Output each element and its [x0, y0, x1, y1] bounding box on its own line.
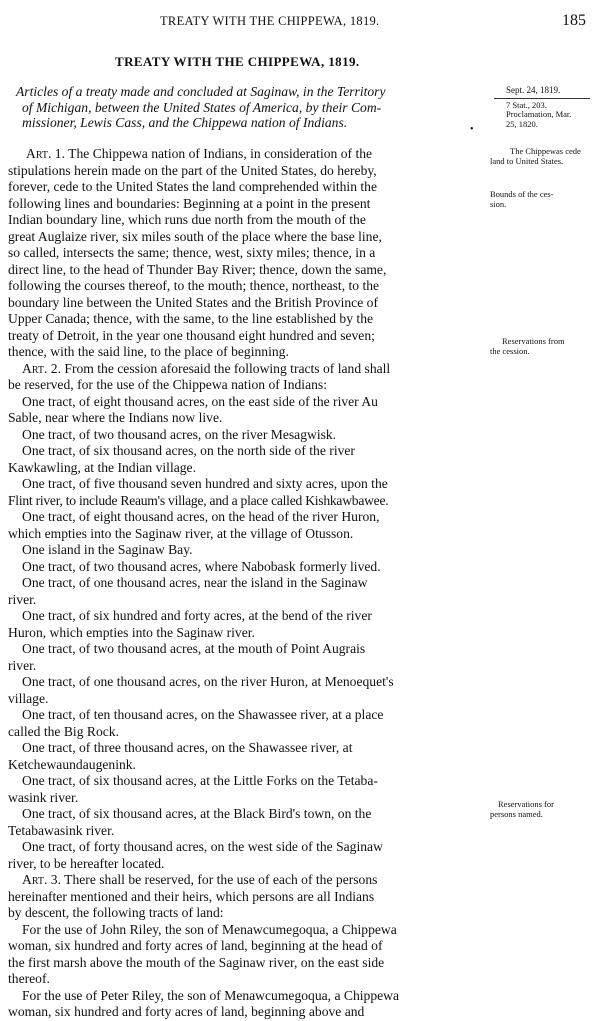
tract-line: One tract, of eight thousand acres, on the head of the river Huron, — [22, 509, 380, 524]
article-line: treaty of Detroit, in the year one thousand eight hundred and seven; — [8, 327, 375, 343]
reservation-line: the first marsh above the mouth of the Saginaw river, on the east side — [8, 954, 385, 970]
tract-line: which empties into the Saginaw river, at the village of Otusson. — [8, 525, 354, 541]
tract-line: One tract, of forty thousand acres, on the west side of the Saginaw — [22, 839, 383, 854]
tract-line: river. — [8, 657, 37, 673]
preamble-line: missioner, Lewis Cass, and the Chippewa nation of Indians. — [22, 115, 348, 130]
treaty-title: TREATY WITH THE CHIPPEWA, 1819. — [115, 54, 360, 69]
margin-note-bounds: Bounds of the ces- sion. — [490, 189, 554, 209]
running-title: TREATY WITH THE CHIPPEWA, 1819. — [160, 14, 380, 28]
reservation-line: woman, six hundred and forty acres of land, beginning above and — [8, 1004, 365, 1019]
body-text — [8, 146, 488, 1021]
article-line: Indian boundary line, which runs due north from the mouth of the — [8, 212, 366, 227]
article-line: The Chippewa nation of Indians, in consideration of the — [68, 146, 373, 161]
tract-line: river, to be hereafter located. — [8, 855, 165, 871]
tract-line: Huron, which empties into the Saginaw river. — [8, 624, 255, 640]
tract-line: One tract, of one thousand acres, near the island in the Saginaw — [22, 575, 368, 590]
article-2 — [8, 361, 488, 873]
tract-line: One tract, of two thousand acres, where Nabobask formerly lived. — [22, 558, 381, 574]
margin-rule — [494, 98, 590, 99]
article-line: so called, intersects the same; thence, west, sixty miles; thence, in a — [8, 245, 376, 260]
article-line: following lines and boundaries: Beginning at a point in the present — [8, 195, 371, 211]
tract-line: One tract, of six thousand acres, on the north side of the river — [22, 443, 355, 458]
tract-line: One tract, of six hundred and forty acres, at the bend of the river — [22, 608, 372, 623]
article-1 — [8, 146, 488, 361]
reservation-line: For the use of Peter Riley, the son of Menawcumegoqua, a Chippewa — [22, 987, 400, 1003]
running-head — [0, 14, 600, 34]
article-3 — [8, 872, 488, 1021]
margin-note-persons: Reservations for persons named. — [490, 799, 554, 819]
tract-line: One tract, of one thousand acres, on the river Huron, at Menoequet's — [22, 674, 394, 689]
article-line: stipulations herein made on the part of the United States, do hereby, — [8, 162, 377, 178]
tract-line: One tract, of ten thousand acres, on the Shawassee river, at a place — [22, 707, 384, 722]
article-line: thence, with the said line, to the place of beginning. — [8, 344, 289, 359]
tract-line: village. — [8, 690, 49, 706]
margin-note-date: Sept. 24, 1819. 7 Stat., 203. Proclamation, Mar. 25, 1820. — [490, 86, 600, 129]
article-line: From the cession aforesaid the following tracts of land shall — [64, 360, 391, 376]
tract-line: Ketchewaundaugenink. — [8, 756, 136, 772]
preamble-line: of Michigan, between the United States of America, by their Com- — [22, 99, 382, 115]
article-line: be reserved, for the use of the Chippewa nation of Indians: — [8, 377, 327, 392]
article-line: following the courses thereof, to the mouth; thence, northeast, to the — [8, 278, 380, 293]
article-line: boundary line between the United States and the British Province of — [8, 294, 378, 310]
tract-line: Kawkawling, at the Indian village. — [8, 459, 196, 475]
tract-line: One tract, of two thousand acres, at the mouth of Point Augrais — [22, 641, 366, 656]
reservation-line: For the use of John Riley, the son of Menawcumegoqua, a Chippewa — [22, 921, 397, 937]
tract-line: One tract, of five thousand seven hundred and sixty acres, upon the — [22, 476, 388, 491]
tract-line: Tetabawasink river. — [8, 822, 115, 838]
preamble — [8, 84, 480, 131]
reservation-line: thereof. — [8, 971, 50, 986]
reservation-line: woman, six hundred and forty acres of land, beginning at the head of — [8, 938, 383, 953]
article-line: Upper Canada; thence, with the same, to the line established by the — [8, 311, 374, 326]
preamble-line: Articles of a treaty made and concluded at Saginaw, in the Territory — [16, 84, 386, 99]
printer-mark: • — [470, 124, 474, 135]
tract-line: One tract, of eight thousand acres, on the east side of the river Au — [22, 393, 378, 409]
tract-line: called the Big Rock. — [8, 723, 119, 739]
tract-line: One tract, of two thousand acres, on the river Mesagwisk. — [22, 426, 337, 442]
article-line: direct line, to the head of Thunder Bay River; thence, down the same, — [8, 261, 387, 277]
article-line: by descent, the following tracts of land: — [8, 905, 224, 920]
tract-line: river. — [8, 591, 37, 607]
article-label: Art. 2. — [22, 360, 61, 376]
article-line: hereinafter mentioned and their heirs, which persons are all Indians — [8, 888, 375, 904]
article-line: There shall be reserved, for the use of each of the persons — [64, 872, 378, 887]
tract-line: Sable, near where the Indians now live. — [8, 410, 223, 425]
tract-line: One tract, of six thousand acres, at the Black Bird's town, on the — [22, 806, 372, 821]
tract-line: Flint river, to include Reaum's village, and a place called Kishkawbawee. — [8, 492, 389, 508]
tract-line: wasink river. — [8, 789, 79, 805]
page-number: 185 — [562, 12, 586, 29]
tract-line: One tract, of three thousand acres, on the Shawassee river, at — [22, 740, 353, 755]
article-line: great Auglaize river, six miles south of the place where the base line, — [8, 228, 382, 244]
margin-note-cede: The Chippewas cede land to United States. — [490, 146, 581, 166]
article-line: forever, cede to the United States the land comprehended within the — [8, 179, 378, 194]
tract-line: One tract, of six thousand acres, at the Little Forks on the Tetaba- — [22, 773, 378, 788]
article-label: Art. 1. — [26, 146, 65, 161]
margin-note-reservations: Reservations from the cession. — [490, 336, 565, 356]
article-label: Art. 3. — [22, 872, 61, 887]
tract-line: One island in the Saginaw Bay. — [22, 542, 193, 557]
